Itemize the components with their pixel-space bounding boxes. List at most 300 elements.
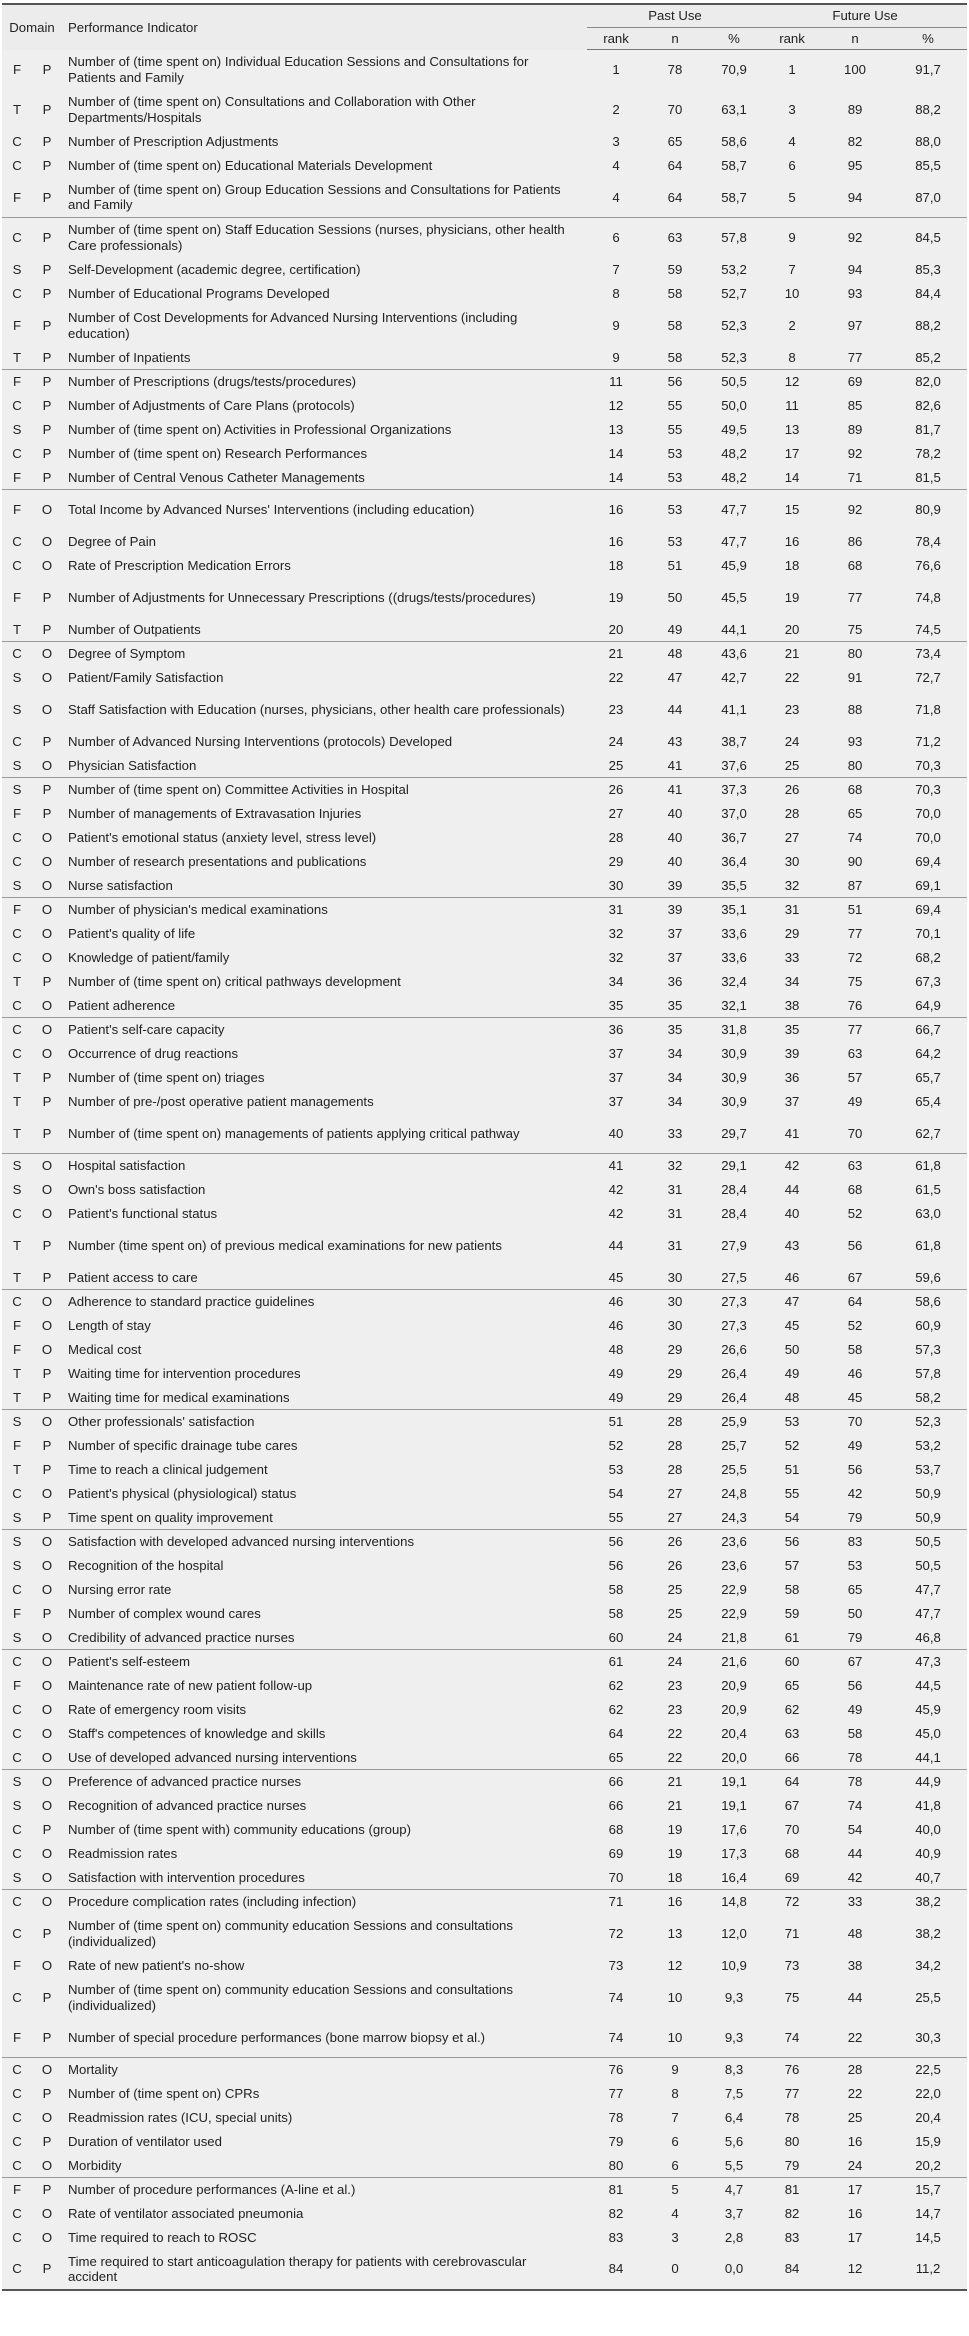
past-pct-cell: 70,9: [705, 50, 763, 90]
future-n-cell: 94: [821, 258, 889, 282]
table-row: [2, 2058, 967, 2082]
past-rank-cell: 16: [587, 530, 645, 554]
table-row: [2, 578, 967, 618]
future-rank-cell: 52: [763, 1434, 821, 1458]
future-pct-cell: 82,6: [889, 394, 967, 418]
type-cell: O: [32, 1770, 62, 1794]
past-rank-cell: 54: [587, 1482, 645, 1506]
domain-cell: T: [2, 970, 32, 994]
type-cell: P: [32, 730, 62, 754]
type-cell: P: [32, 1226, 62, 1266]
indicator-cell: Number of (time spent on) CPRs: [62, 2082, 587, 2106]
domain-cell: C: [2, 1818, 32, 1842]
future-pct-cell: 85,5: [889, 154, 967, 178]
type-cell: O: [32, 1626, 62, 1650]
table-row: [2, 554, 967, 578]
indicator-cell: Number of Outpatients: [62, 618, 587, 642]
future-n-cell: 76: [821, 994, 889, 1018]
past-rank-cell: 46: [587, 1290, 645, 1314]
future-n-cell: 69: [821, 370, 889, 394]
past-rank-cell: 2: [587, 90, 645, 130]
future-pct-cell: 73,4: [889, 642, 967, 666]
type-cell: P: [32, 1090, 62, 1114]
indicator-cell: Credibility of advanced practice nurses: [62, 1626, 587, 1650]
future-n-cell: 57: [821, 1066, 889, 1090]
future-rank-cell: 21: [763, 642, 821, 666]
future-n-cell: 93: [821, 730, 889, 754]
type-cell: P: [32, 1978, 62, 2018]
future-n-cell: 45: [821, 1386, 889, 1410]
future-rank-cell: 68: [763, 1842, 821, 1866]
future-pct-cell: 44,5: [889, 1674, 967, 1698]
type-cell: O: [32, 1954, 62, 1978]
indicator-cell: Physician Satisfaction: [62, 754, 587, 778]
past-pct-cell: 20,0: [705, 1746, 763, 1770]
future-n-cell: 58: [821, 1338, 889, 1362]
future-n-cell: 97: [821, 306, 889, 346]
domain-cell: S: [2, 874, 32, 898]
future-n-cell: 49: [821, 1090, 889, 1114]
domain-cell: C: [2, 850, 32, 874]
past-pct-cell: 52,3: [705, 346, 763, 370]
past-pct-cell: 53,2: [705, 258, 763, 282]
table-row: [2, 306, 967, 346]
past-rank-cell: 80: [587, 2154, 645, 2178]
past-rank-cell: 73: [587, 1954, 645, 1978]
table-row: [2, 666, 967, 690]
future-n-cell: 82: [821, 130, 889, 154]
future-n-cell: 28: [821, 2058, 889, 2082]
table-row: [2, 1842, 967, 1866]
future-n-cell: 67: [821, 1650, 889, 1674]
table-row: [2, 1866, 967, 1890]
indicator-cell: Medical cost: [62, 1338, 587, 1362]
future-pct-cell: 20,2: [889, 2154, 967, 2178]
type-cell: O: [32, 1154, 62, 1178]
future-pct-cell: 58,6: [889, 1290, 967, 1314]
future-pct-cell: 87,0: [889, 178, 967, 218]
type-cell: O: [32, 1698, 62, 1722]
type-cell: P: [32, 778, 62, 802]
future-n-cell: 70: [821, 1114, 889, 1154]
type-cell: O: [32, 1314, 62, 1338]
past-pct-cell: 28,4: [705, 1178, 763, 1202]
future-n-cell: 68: [821, 1178, 889, 1202]
table-row: [2, 490, 967, 530]
table-row: [2, 2130, 967, 2154]
domain-cell: C: [2, 1042, 32, 1066]
type-cell: O: [32, 1018, 62, 1042]
indicator-cell: Number of Adjustments for Unnecessary Prescriptions ((drugs/tests/procedures): [62, 578, 587, 618]
past-pct-cell: 14,8: [705, 1890, 763, 1914]
past-pct-cell: 19,1: [705, 1770, 763, 1794]
future-n-cell: 92: [821, 218, 889, 258]
past-rank-cell: 60: [587, 1626, 645, 1650]
future-pct-cell: 88,2: [889, 90, 967, 130]
past-rank-cell: 9: [587, 346, 645, 370]
past-pct-cell: 0,0: [705, 2250, 763, 2290]
past-pct-cell: 5,6: [705, 2130, 763, 2154]
table-row: [2, 1338, 967, 1362]
indicator-cell: Procedure complication rates (including infection): [62, 1890, 587, 1914]
past-pct-cell: 48,2: [705, 466, 763, 490]
future-n-cell: 86: [821, 530, 889, 554]
past-n-cell: 65: [645, 130, 705, 154]
domain-cell: T: [2, 1090, 32, 1114]
past-rank-cell: 82: [587, 2202, 645, 2226]
future-pct-cell: 40,7: [889, 1866, 967, 1890]
type-cell: O: [32, 874, 62, 898]
indicator-cell: Rate of new patient's no-show: [62, 1954, 587, 1978]
past-pct-header: %: [705, 28, 763, 50]
past-pct-cell: 27,3: [705, 1314, 763, 1338]
past-n-cell: 35: [645, 1018, 705, 1042]
future-n-cell: 75: [821, 970, 889, 994]
future-n-cell: 25: [821, 2106, 889, 2130]
future-pct-cell: 76,6: [889, 554, 967, 578]
table-row: [2, 778, 967, 802]
future-rank-cell: 48: [763, 1386, 821, 1410]
domain-cell: C: [2, 282, 32, 306]
past-pct-cell: 48,2: [705, 442, 763, 466]
indicator-cell: Time spent on quality improvement: [62, 1506, 587, 1530]
domain-cell: C: [2, 1722, 32, 1746]
indicator-cell: Patient access to care: [62, 1266, 587, 1290]
past-n-cell: 47: [645, 666, 705, 690]
future-rank-cell: 78: [763, 2106, 821, 2130]
future-rank-cell: 7: [763, 258, 821, 282]
past-rank-cell: 79: [587, 2130, 645, 2154]
domain-cell: C: [2, 2082, 32, 2106]
table-row: [2, 2202, 967, 2226]
future-pct-cell: 15,9: [889, 2130, 967, 2154]
future-pct-cell: 34,2: [889, 1954, 967, 1978]
past-n-cell: 19: [645, 1818, 705, 1842]
type-cell: O: [32, 1578, 62, 1602]
past-rank-cell: 37: [587, 1042, 645, 1066]
indicator-cell: Number of Prescription Adjustments: [62, 130, 587, 154]
domain-cell: C: [2, 1914, 32, 1954]
future-pct-cell: 78,4: [889, 530, 967, 554]
future-rank-cell: 69: [763, 1866, 821, 1890]
past-pct-cell: 32,4: [705, 970, 763, 994]
future-n-cell: 93: [821, 282, 889, 306]
future-n-cell: 72: [821, 946, 889, 970]
indicator-cell: Number of (time spent on) community education Sessions and consultations (individualized): [62, 1978, 587, 2018]
future-pct-cell: 25,5: [889, 1978, 967, 2018]
type-cell: O: [32, 850, 62, 874]
table-row: [2, 1746, 967, 1770]
future-pct-header: %: [889, 28, 967, 50]
domain-cell: C: [2, 922, 32, 946]
domain-cell: C: [2, 2250, 32, 2290]
future-rank-cell: 38: [763, 994, 821, 1018]
table-row: [2, 1578, 967, 1602]
domain-cell: F: [2, 1434, 32, 1458]
past-n-cell: 25: [645, 1602, 705, 1626]
domain-cell: C: [2, 1290, 32, 1314]
table-row: [2, 1978, 967, 2018]
indicator-cell: Number of specific drainage tube cares: [62, 1434, 587, 1458]
future-pct-cell: 30,3: [889, 2018, 967, 2058]
table-row: [2, 218, 967, 258]
domain-cell: C: [2, 1482, 32, 1506]
past-rank-cell: 9: [587, 306, 645, 346]
past-rank-cell: 1: [587, 50, 645, 90]
table-row: [2, 1650, 967, 1674]
past-rank-cell: 18: [587, 554, 645, 578]
past-n-cell: 41: [645, 754, 705, 778]
past-pct-cell: 2,8: [705, 2226, 763, 2250]
future-rank-cell: 20: [763, 618, 821, 642]
past-pct-cell: 25,7: [705, 1434, 763, 1458]
table-row: [2, 2106, 967, 2130]
future-n-cell: 64: [821, 1290, 889, 1314]
past-n-cell: 36: [645, 970, 705, 994]
past-n-cell: 21: [645, 1770, 705, 1794]
past-pct-cell: 33,6: [705, 946, 763, 970]
domain-cell: C: [2, 1578, 32, 1602]
past-rank-cell: 77: [587, 2082, 645, 2106]
indicator-cell: Nurse satisfaction: [62, 874, 587, 898]
future-n-cell: 17: [821, 2226, 889, 2250]
indicator-cell: Other professionals' satisfaction: [62, 1410, 587, 1434]
indicator-cell: Satisfaction with intervention procedures: [62, 1866, 587, 1890]
type-cell: P: [32, 1434, 62, 1458]
past-pct-cell: 49,5: [705, 418, 763, 442]
table-row: [2, 1458, 967, 1482]
past-n-cell: 16: [645, 1890, 705, 1914]
domain-cell: F: [2, 578, 32, 618]
past-pct-cell: 8,3: [705, 2058, 763, 2082]
type-cell: O: [32, 898, 62, 922]
type-cell: P: [32, 130, 62, 154]
past-pct-cell: 25,5: [705, 1458, 763, 1482]
future-rank-cell: 3: [763, 90, 821, 130]
future-pct-cell: 57,3: [889, 1338, 967, 1362]
future-rank-cell: 6: [763, 154, 821, 178]
future-rank-cell: 65: [763, 1674, 821, 1698]
past-pct-cell: 36,4: [705, 850, 763, 874]
past-rank-cell: 23: [587, 690, 645, 730]
past-n-cell: 23: [645, 1698, 705, 1722]
table-row: [2, 1202, 967, 1226]
past-rank-cell: 20: [587, 618, 645, 642]
domain-cell: F: [2, 1954, 32, 1978]
future-pct-cell: 47,7: [889, 1602, 967, 1626]
type-cell: O: [32, 2154, 62, 2178]
indicator-cell: Number of managements of Extravasation Injuries: [62, 802, 587, 826]
past-pct-cell: 4,7: [705, 2178, 763, 2202]
past-n-cell: 27: [645, 1506, 705, 1530]
past-n-cell: 30: [645, 1290, 705, 1314]
past-rank-cell: 24: [587, 730, 645, 754]
past-n-cell: 13: [645, 1914, 705, 1954]
past-n-cell: 10: [645, 2018, 705, 2058]
future-pct-cell: 50,5: [889, 1554, 967, 1578]
future-n-cell: 63: [821, 1154, 889, 1178]
type-cell: O: [32, 690, 62, 730]
table-row: [2, 1114, 967, 1154]
past-n-cell: 28: [645, 1434, 705, 1458]
future-n-cell: 44: [821, 1842, 889, 1866]
type-cell: O: [32, 1722, 62, 1746]
past-n-cell: 37: [645, 922, 705, 946]
table-row: [2, 258, 967, 282]
past-pct-cell: 9,3: [705, 2018, 763, 2058]
past-pct-cell: 17,6: [705, 1818, 763, 1842]
past-rank-cell: 21: [587, 642, 645, 666]
domain-cell: F: [2, 802, 32, 826]
past-n-cell: 24: [645, 1626, 705, 1650]
table-row: [2, 1602, 967, 1626]
future-pct-cell: 69,4: [889, 850, 967, 874]
past-pct-cell: 44,1: [705, 618, 763, 642]
indicator-cell: Adherence to standard practice guidelines: [62, 1290, 587, 1314]
past-pct-cell: 27,3: [705, 1290, 763, 1314]
past-n-cell: 34: [645, 1042, 705, 1066]
domain-cell: F: [2, 1674, 32, 1698]
past-rank-cell: 22: [587, 666, 645, 690]
future-n-cell: 17: [821, 2178, 889, 2202]
table-row: [2, 826, 967, 850]
future-pct-cell: 47,7: [889, 1578, 967, 1602]
future-rank-cell: 15: [763, 490, 821, 530]
future-n-cell: 22: [821, 2018, 889, 2058]
past-n-cell: 30: [645, 1266, 705, 1290]
future-n-cell: 42: [821, 1482, 889, 1506]
table-row: [2, 442, 967, 466]
domain-cell: F: [2, 490, 32, 530]
domain-cell: C: [2, 218, 32, 258]
indicator-cell: Rate of Prescription Medication Errors: [62, 554, 587, 578]
type-cell: P: [32, 578, 62, 618]
table-row: [2, 1530, 967, 1554]
past-pct-cell: 9,3: [705, 1978, 763, 2018]
type-cell: P: [32, 1386, 62, 1410]
future-pct-cell: 40,0: [889, 1818, 967, 1842]
past-n-cell: 26: [645, 1554, 705, 1578]
table-row: [2, 1066, 967, 1090]
past-rank-cell: 40: [587, 1114, 645, 1154]
future-rank-cell: 49: [763, 1362, 821, 1386]
type-cell: O: [32, 1842, 62, 1866]
future-pct-cell: 78,2: [889, 442, 967, 466]
past-pct-cell: 12,0: [705, 1914, 763, 1954]
future-n-cell: 63: [821, 1042, 889, 1066]
past-n-cell: 34: [645, 1066, 705, 1090]
table-row: [2, 754, 967, 778]
past-n-cell: 40: [645, 802, 705, 826]
past-rank-cell: 66: [587, 1794, 645, 1818]
future-rank-cell: 53: [763, 1410, 821, 1434]
future-pct-cell: 58,2: [889, 1386, 967, 1410]
past-pct-cell: 5,5: [705, 2154, 763, 2178]
indicator-cell: Own's boss satisfaction: [62, 1178, 587, 1202]
indicator-cell: Time to reach a clinical judgement: [62, 1458, 587, 1482]
table-row: [2, 1914, 967, 1954]
past-rank-cell: 32: [587, 922, 645, 946]
table-row: [2, 178, 967, 218]
past-pct-cell: 20,9: [705, 1698, 763, 1722]
future-pct-cell: 80,9: [889, 490, 967, 530]
past-n-cell: 23: [645, 1674, 705, 1698]
future-pct-cell: 45,9: [889, 1698, 967, 1722]
past-n-cell: 19: [645, 1842, 705, 1866]
type-cell: P: [32, 442, 62, 466]
past-rank-cell: 3: [587, 130, 645, 154]
future-rank-cell: 23: [763, 690, 821, 730]
past-n-cell: 7: [645, 2106, 705, 2130]
future-rank-cell: 35: [763, 1018, 821, 1042]
past-n-cell: 6: [645, 2130, 705, 2154]
future-n-cell: 89: [821, 90, 889, 130]
past-rank-cell: 51: [587, 1410, 645, 1434]
future-pct-cell: 84,4: [889, 282, 967, 306]
indicator-cell: Number of (time spent with) community educations (group): [62, 1818, 587, 1842]
future-n-cell: 33: [821, 1890, 889, 1914]
future-n-cell: 67: [821, 1266, 889, 1290]
future-pct-cell: 60,9: [889, 1314, 967, 1338]
future-rank-cell: 8: [763, 346, 821, 370]
past-rank-cell: 52: [587, 1434, 645, 1458]
past-n-cell: 39: [645, 898, 705, 922]
indicator-cell: Use of developed advanced nursing interventions: [62, 1746, 587, 1770]
future-n-cell: 56: [821, 1226, 889, 1266]
future-rank-cell: 4: [763, 130, 821, 154]
future-rank-cell: 47: [763, 1290, 821, 1314]
type-cell: P: [32, 1914, 62, 1954]
future-n-cell: 50: [821, 1602, 889, 1626]
past-rank-cell: 81: [587, 2178, 645, 2202]
table-row: [2, 1954, 967, 1978]
past-n-cell: 10: [645, 1978, 705, 2018]
future-rank-cell: 71: [763, 1914, 821, 1954]
indicator-cell: Number of (time spent on) Individual Education Sessions and Consultations for Patients and Family: [62, 50, 587, 90]
domain-cell: S: [2, 778, 32, 802]
past-rank-cell: 42: [587, 1178, 645, 1202]
past-pct-cell: 52,3: [705, 306, 763, 346]
future-rank-cell: 44: [763, 1178, 821, 1202]
future-rank-cell: 39: [763, 1042, 821, 1066]
future-rank-cell: 37: [763, 1090, 821, 1114]
indicator-cell: Morbidity: [62, 2154, 587, 2178]
domain-cell: C: [2, 154, 32, 178]
table-row: [2, 994, 967, 1018]
past-n-cell: 49: [645, 618, 705, 642]
table-row: [2, 1818, 967, 1842]
future-rank-cell: 17: [763, 442, 821, 466]
past-pct-cell: 19,1: [705, 1794, 763, 1818]
domain-cell: C: [2, 2154, 32, 2178]
indicator-cell: Number of (time spent on) Research Performances: [62, 442, 587, 466]
future-n-cell: 90: [821, 850, 889, 874]
past-n-cell: 22: [645, 1746, 705, 1770]
future-rank-cell: 82: [763, 2202, 821, 2226]
indicator-cell: Number of procedure performances (A-line et al.): [62, 2178, 587, 2202]
future-rank-cell: 73: [763, 1954, 821, 1978]
table-row: [2, 1410, 967, 1434]
past-n-cell: 34: [645, 1090, 705, 1114]
future-rank-cell: 76: [763, 2058, 821, 2082]
domain-cell: C: [2, 394, 32, 418]
future-pct-cell: 64,2: [889, 1042, 967, 1066]
type-cell: P: [32, 50, 62, 90]
future-pct-cell: 46,8: [889, 1626, 967, 1650]
domain-cell: C: [2, 1018, 32, 1042]
domain-cell: S: [2, 1178, 32, 1202]
future-pct-cell: 61,8: [889, 1226, 967, 1266]
